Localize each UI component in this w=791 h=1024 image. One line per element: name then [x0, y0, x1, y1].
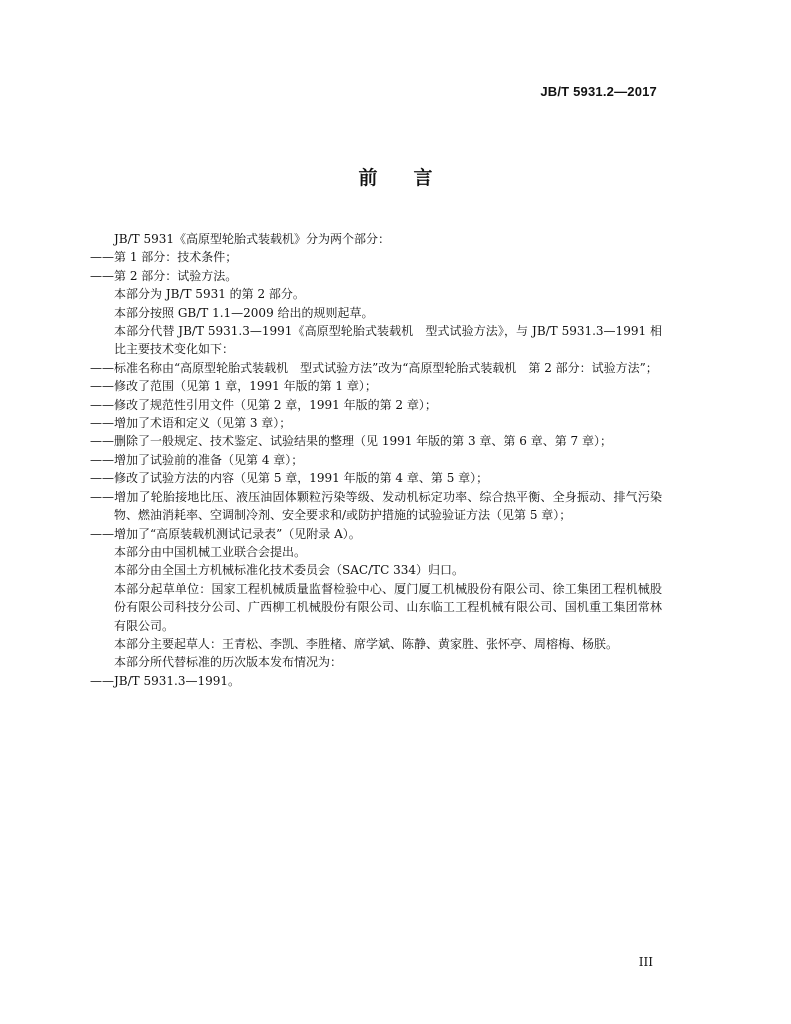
list-item: [90, 396, 662, 414]
list-item-text: 增加了术语和定义（见第 3 章）；: [114, 416, 292, 431]
paragraph: 本部分按照 GB/T 1.1—2009 给出的规则起草。: [114, 305, 374, 320]
dash-marker: ——: [90, 471, 114, 486]
dash-marker: ——: [90, 489, 114, 504]
list-item-text: JB/T 5931.3—1991。: [114, 673, 241, 688]
list-item-text: 删除了一般规定、技术鉴定、试验结果的整理（见 1991 年版的第 3 章、第 6 章、第 7 章）；: [114, 434, 612, 449]
paragraph: 本部分为 JB/T 5931 的第 2 部分。: [114, 287, 305, 302]
list-item: [90, 488, 662, 525]
dash-marker: ——: [90, 397, 114, 412]
standard-number: JB/T 5931.2—2017: [540, 84, 657, 99]
list-item: [90, 248, 662, 266]
list-item-text: 增加了“高原装载机测试记录表”（见附录 A）。: [114, 526, 361, 541]
dash-marker: ——: [90, 416, 114, 431]
paragraph: 本部分由全国土方机械标准化技术委员会（SAC/TC 334）归口。: [114, 563, 465, 578]
dash-marker: ——: [90, 360, 114, 375]
paragraph: 本部分主要起草人：王青松、李凯、李胜楮、席学斌、陈静、黄家胜、张怀亭、周榕梅、杨朕。: [114, 636, 619, 651]
list-item: [90, 432, 662, 450]
dash-marker: ——: [90, 379, 114, 394]
list-item: [90, 525, 662, 543]
page-title: 前言: [358, 167, 469, 189]
dash-marker: ——: [90, 434, 114, 449]
paragraph: 本部分代替 JB/T 5931.3—1991《高原型轮胎式装载机 型式试验方法》，与 JB/T 5931.3—1991 相比主要技术变化如下：: [114, 324, 662, 357]
page-number: III: [638, 955, 653, 969]
paragraph: 本部分起草单位：国家工程机械质量监督检验中心、厦门厦工机械股份有限公司、徐工集团工程机械股份有限公司科技分公司、广西柳工机械股份有限公司、山东临工工程机械有限公司、国机重工集团常林有限公司。: [114, 581, 662, 633]
paragraph: 本部分所代替标准的历次版本发布情况为：: [114, 655, 343, 670]
dash-marker: ——: [90, 250, 114, 265]
list-item: [90, 377, 662, 395]
list-item: [90, 414, 662, 432]
list-item-text: 修改了规范性引用文件（见第 2 章，1991 年版的第 2 章）；: [114, 397, 437, 412]
list-item-text: 修改了试验方法的内容（见第 5 章，1991 年版的第 4 章、第 5 章）；: [114, 471, 489, 486]
list-item-text: 第 1 部分：技术条件；: [114, 250, 238, 265]
foreword-content: [90, 230, 662, 690]
list-item: [90, 359, 662, 377]
list-item: [90, 267, 662, 285]
list-item-text: 修改了范围（见第 1 章，1991 年版的第 1 章）；: [114, 379, 377, 394]
dash-marker: ——: [90, 452, 114, 467]
dash-marker: ——: [90, 673, 114, 688]
list-item-text: 增加了轮胎接地比压、液压油固体颗粒污染等级、发动机标定功率、综合热平衡、全身振动、排气污染物、燃油消耗率、空调制冷剂、安全要求和/或防护措施的试验验证方法（见第 5 章）；: [114, 489, 662, 523]
dash-marker: ——: [90, 268, 114, 283]
list-item: [90, 451, 662, 469]
paragraph: 本部分由中国机械工业联合会提出。: [114, 544, 307, 559]
list-item-text: 第 2 部分：试验方法。: [114, 268, 238, 283]
paragraph: JB/T 5931《高原型轮胎式装载机》分为两个部分：: [114, 232, 391, 246]
list-item: [90, 469, 662, 487]
list-item: [90, 672, 662, 690]
list-item-text: 增加了试验前的准备（见第 4 章）；: [114, 452, 304, 467]
list-item-text: 标准名称由“高原型轮胎式装载机 型式试验方法”改为“高原型轮胎式装载机 第 2 部分：试验方法”；: [114, 360, 658, 375]
dash-marker: ——: [90, 526, 114, 541]
